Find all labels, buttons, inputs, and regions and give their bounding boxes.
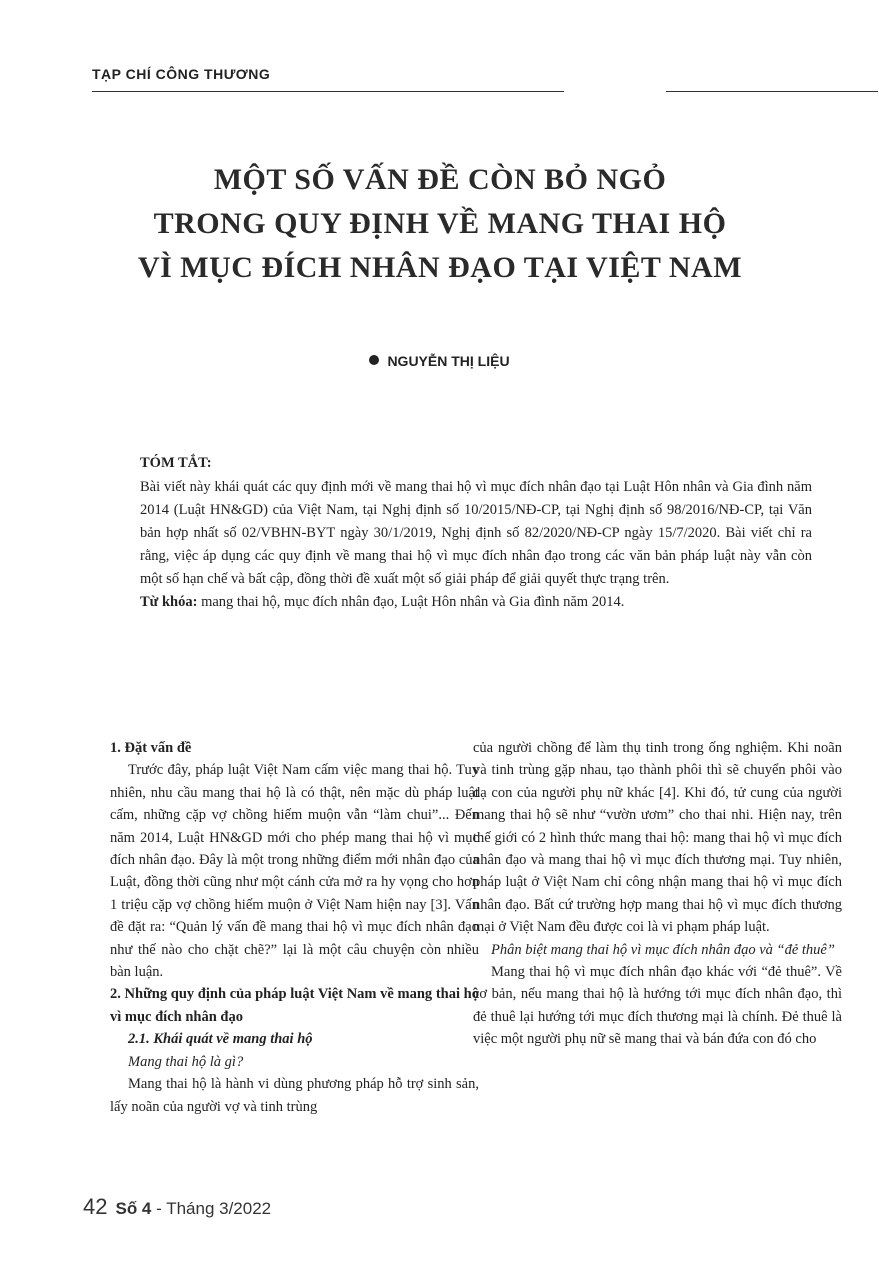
abstract-heading: TÓM TẮT: — [140, 455, 212, 471]
author-line — [0, 353, 879, 369]
section-1-paragraph: Trước đây, pháp luật Việt Nam cấm việc mang thai hộ. Tuy nhiên, nhu cầu mang thai hộ là có thật, nên mặc dù pháp luật cấm, những cặp vợ chồng hiếm muộn vẫn “làm chui”... Đến năm 2014, Luật HN&GD mới cho phép mang thai hộ vì mục đích nhân đạo. Đây là một trong những điểm mới nhân đạo của Luật, đồng thời cũng như một cánh cửa mở ra hy vọng cho hơn 1 triệu cặp vợ chồng hiếm muộn ở Việt Nam hiện nay [3]. Vấn đề đặt ra: “Quản lý vấn đề mang thai hộ vì mục đích nhân đạo như thế nào cho chặt chẽ?” lại là một câu chuyện còn nhiều bàn luận. — [110, 762, 479, 981]
section-2-1-heading: 2.1. Khái quát về mang thai hộ — [128, 1031, 313, 1048]
article-title — [70, 158, 810, 290]
author-name: NGUYỄN THỊ LIỆU — [387, 353, 510, 369]
title-line-3: VÌ MỤC ĐÍCH NHÂN ĐẠO TẠI VIỆT NAM — [137, 251, 743, 284]
title-line-1: MỘT SỐ VẤN ĐỀ CÒN BỎ NGỎ — [213, 163, 667, 196]
page-footer — [83, 1194, 271, 1220]
header-rule-left — [92, 91, 564, 92]
title-line-2: TRONG QUY ĐỊNH VỀ MANG THAI HỘ — [153, 207, 727, 240]
keywords-text: mang thai hộ, mục đích nhân đạo, Luật Hôn nhân và Gia đình năm 2014. — [197, 594, 625, 610]
section-2-heading: 2. Những quy định của pháp luật Việt Nam về mang thai hộ vì mục đích nhân đạo — [110, 986, 479, 1025]
keywords-label: Từ khóa: — [140, 594, 198, 610]
bullet-icon — [369, 355, 379, 365]
journal-header: TẠP CHÍ CÔNG THƯƠNG — [92, 66, 271, 82]
left-column — [110, 737, 479, 1118]
abstract-body: Bài viết này khái quát các quy định mới về mang thai hộ vì mục đích nhân đạo tại Luật Hôn nhân và Gia đình năm 2014 (Luật HN&GD) của Việt Nam, tại Nghị định số 10/2015/NĐ-CP, tại Nghị định số 98/2016/NĐ-CP, tại Văn bản hợp nhất số 02/VBHN-BYT ngày 30/1/2019, Nghị định số 82/2020/NĐ-CP ngày 15/7/2020. Bài viết chỉ ra rằng, việc áp dụng các quy định về mang thai hộ vì mục đích nhân đạo trong các văn bản pháp luật này vẫn còn một số hạn chế và bất cập, đồng thời đề xuất một số giải pháp để giải quyết thực trạng trên. — [140, 479, 812, 587]
definition-paragraph: Mang thai hộ là hành vi dùng phương pháp hỗ trợ sinh sản, lấy noãn của người vợ và tinh trùng — [110, 1076, 479, 1115]
section-1-heading: 1. Đặt vấn đề — [110, 740, 192, 756]
keywords-line — [140, 591, 812, 614]
question-heading-2: Phân biệt mang thai hộ vì mục đích nhân đạo và “đẻ thuê” — [491, 941, 835, 958]
continued-paragraph: của người chồng để làm thụ tinh trong ống nghiệm. Khi noãn và tinh trùng gặp nhau, tạo thành phôi thì sẽ chuyển phôi vào dạ con của người phụ nữ khác [4]. Khi đó, tử cung của người mang thai hộ sẽ như “vườn ươm” cho thai nhi. Hiện nay, trên thế giới có 2 hình thức mang thai hộ: mang thai hộ vì mục đích nhân đạo và mang thai hộ vì mục đích thương mại. Tuy nhiên, pháp luật ở Việt Nam chỉ công nhận mang thai hộ vì mục đích nhân đạo. Bất cứ trường hợp mang thai hộ vì mục đích thương mại ở Việt Nam đều được coi là vi phạm pháp luật. — [473, 740, 842, 936]
page-number: 42 — [83, 1194, 108, 1219]
question-heading-1: Mang thai hộ là gì? — [128, 1053, 244, 1070]
header-rule-right — [666, 91, 878, 92]
comparison-paragraph: Mang thai hộ vì mục đích nhân đạo khác với “đẻ thuê”. Về cơ bản, nếu mang thai hộ là hướng tới mục đích nhân đạo, thì đẻ thuê lại hướng tới mục đích thương mại là chính. Đẻ thuê là việc một người phụ nữ sẽ mang thai và bán đứa con đó cho — [473, 964, 842, 1048]
right-column — [473, 737, 842, 1051]
issue-date: - Tháng 3/2022 — [151, 1199, 272, 1218]
issue-number: Số 4 — [115, 1199, 152, 1218]
abstract-block — [140, 452, 812, 614]
